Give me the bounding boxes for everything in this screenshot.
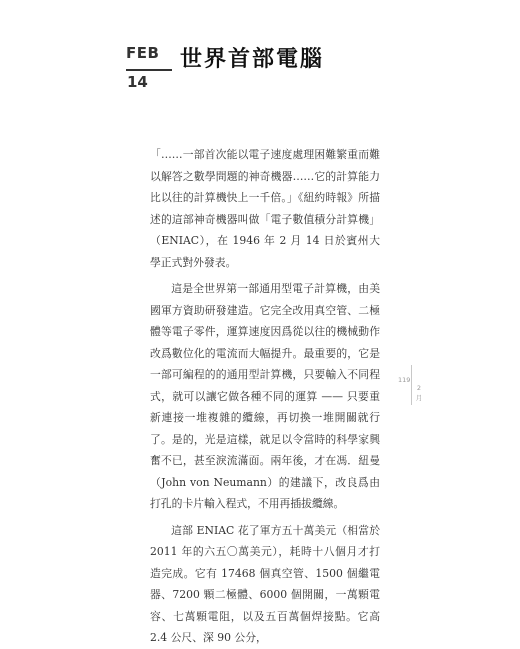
margin-month-label: 2月 [415,384,423,402]
page-number: 119 [398,376,411,384]
paragraph-1 [150,144,380,273]
date-month: FEB [126,44,160,62]
date-day: 14 [127,73,148,91]
date-divider [126,69,172,71]
paragraph-2 [150,278,380,515]
page-title: 世界首部電腦 [180,46,325,72]
margin-divider [411,365,412,405]
paragraph-2-text: 這是全世界第一部通用型電子計算機，由美國軍方資助研發建造。它完全改用真空管、二極體等電子零件，運算速度因爲從以往的機械動作改爲數位化的電流而大幅提升。最重要的，它是一部可編程的的通用型計算機，只要輸入不同程式，就可以讓它做各種不同的運算 —— 只要重新連接一堆複雜的纜線，再切換一堆開關就行了。是的，光是這樣，就足以令當時的科學家興奮不已，甚至淚流滿面。兩年後，才在馮．紐曼（John von Neumann）的建議下，改良爲由打孔的卡片輸入程式，不用再插拔纜線。 [150,282,380,510]
paragraph-1-text: 「……一部首次能以電子速度處理困難繁重而難以解答之數學問題的神奇機器……它的計算能力比以往的計算機快上一千倍。」《紐約時報》所描述的這部神奇機器叫做「電子數值積分計算機」（ENIAC），在 1946 年 2 月 14 日於賓州大學正式對外發表。 [150,148,380,269]
paragraph-3 [150,520,380,649]
paragraph-3-text: 這部 ENIAC 花了軍方五十萬美元（相當於 2011 年的六五〇萬美元），耗時十八個月才打造完成。它有 17468 個真空管、1500 個繼電器、7200 顆二極體、6000 個開關，一萬顆電容、七萬顆電阻，以及五百萬個焊接點。它高 2.4 公尺、深 90 公分， [150,523,380,644]
article-body [150,144,380,649]
